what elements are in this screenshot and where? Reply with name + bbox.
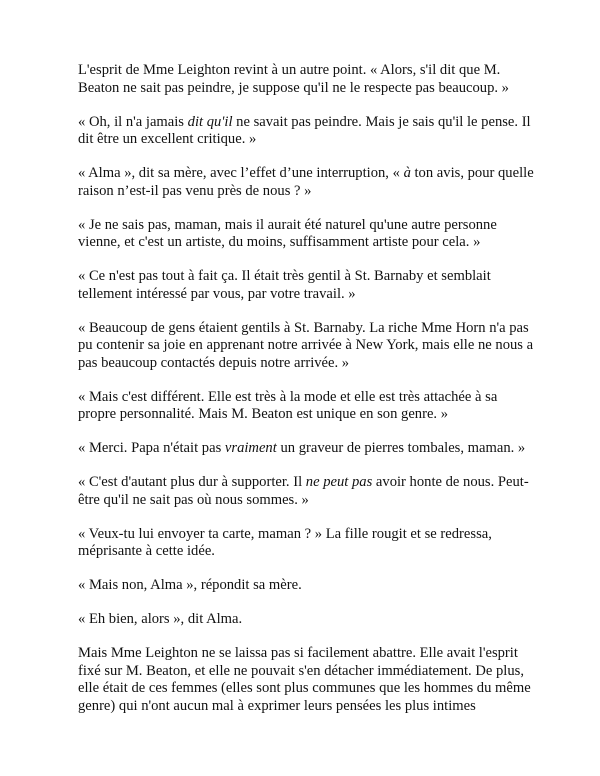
paragraph bbox=[78, 165, 538, 200]
text-segment: un graveur de pierres tombales, maman. » bbox=[276, 440, 526, 456]
paragraph bbox=[78, 114, 538, 149]
text-segment: avoir honte de nous. Peut-être qu'il ne sait pas où nous sommes. » bbox=[78, 474, 529, 508]
emphasized-text: à bbox=[403, 165, 411, 181]
paragraph bbox=[78, 526, 538, 561]
text-segment: « Beaucoup de gens étaient gentils à St. Barnaby. La riche Mme Horn n'a pas pu contenir sa joie en apprenant notre arrivée à New York, mais elle ne nous a pas beaucoup contactés depuis notre arrivée. » bbox=[78, 319, 534, 371]
text-segment: « Je ne sais pas, maman, mais il aurait été naturel qu'une autre personne vienne, et c'est un artiste, du moins, suffisamment artiste pour cela. » bbox=[78, 216, 497, 250]
text-segment: « Merci. Papa n'était pas bbox=[78, 440, 225, 456]
text-segment: « Oh, il n'a jamais bbox=[78, 113, 188, 130]
paragraph bbox=[78, 62, 538, 97]
paragraph bbox=[78, 389, 538, 424]
emphasized-text: ne peut pas bbox=[305, 474, 373, 490]
paragraph bbox=[78, 440, 538, 458]
emphasized-text: vraiment bbox=[224, 440, 277, 456]
emphasized-text: dit qu'il bbox=[187, 113, 233, 130]
text-segment: « Eh bien, alors », dit Alma. bbox=[78, 611, 243, 627]
paragraph bbox=[78, 217, 538, 252]
text-segment: ton avis, pour quelle raison n’est-il pas venu près de nous ? » bbox=[78, 165, 534, 199]
document-page bbox=[78, 62, 538, 715]
text-segment: « Ce n'est pas tout à fait ça. Il était très gentil à St. Barnaby et semblait tellement intéressé par vous, par votre travail. » bbox=[78, 268, 491, 302]
paragraph bbox=[78, 577, 538, 595]
text-segment: Mais Mme Leighton ne se laissa pas si facilement abattre. Elle avait l'esprit fixé sur M. Beaton, et elle ne pouvait s'en détacher immédiatement. De plus, elle était de ces femmes (elles sont plus communes que les hommes du même genre) qui n'ont aucun mal à exprimer leurs pensées les plus intimes bbox=[78, 645, 531, 714]
text-segment: « Veux-tu lui envoyer ta carte, maman ? » La fille rougit et se redressa, méprisante à cette idée. bbox=[78, 525, 492, 559]
paragraph bbox=[78, 268, 538, 303]
text-segment: « Mais c'est différent. Elle est très à la mode et elle est très attachée à sa propre personnalité. Mais M. Beaton est unique en son genre. » bbox=[78, 388, 498, 422]
paragraph bbox=[78, 320, 538, 373]
text-segment: L'esprit de Mme Leighton revint à un autre point. « Alors, s'il dit que M. Beaton ne sait pas peindre, je suppose qu'il ne le respecte pas beaucoup. » bbox=[78, 62, 509, 96]
paragraph bbox=[78, 645, 538, 715]
text-segment: « Mais non, Alma », répondit sa mère. bbox=[78, 577, 302, 593]
text-segment: ne savait pas peindre. Mais je sais qu'il le pense. Il dit être un excellent critique. » bbox=[78, 113, 531, 147]
text-segment: « C'est d'autant plus dur à supporter. Il bbox=[78, 474, 306, 490]
paragraph bbox=[78, 611, 538, 629]
text-segment: « Alma », dit sa mère, avec l’effet d’une interruption, « bbox=[78, 165, 404, 181]
paragraph bbox=[78, 474, 538, 509]
